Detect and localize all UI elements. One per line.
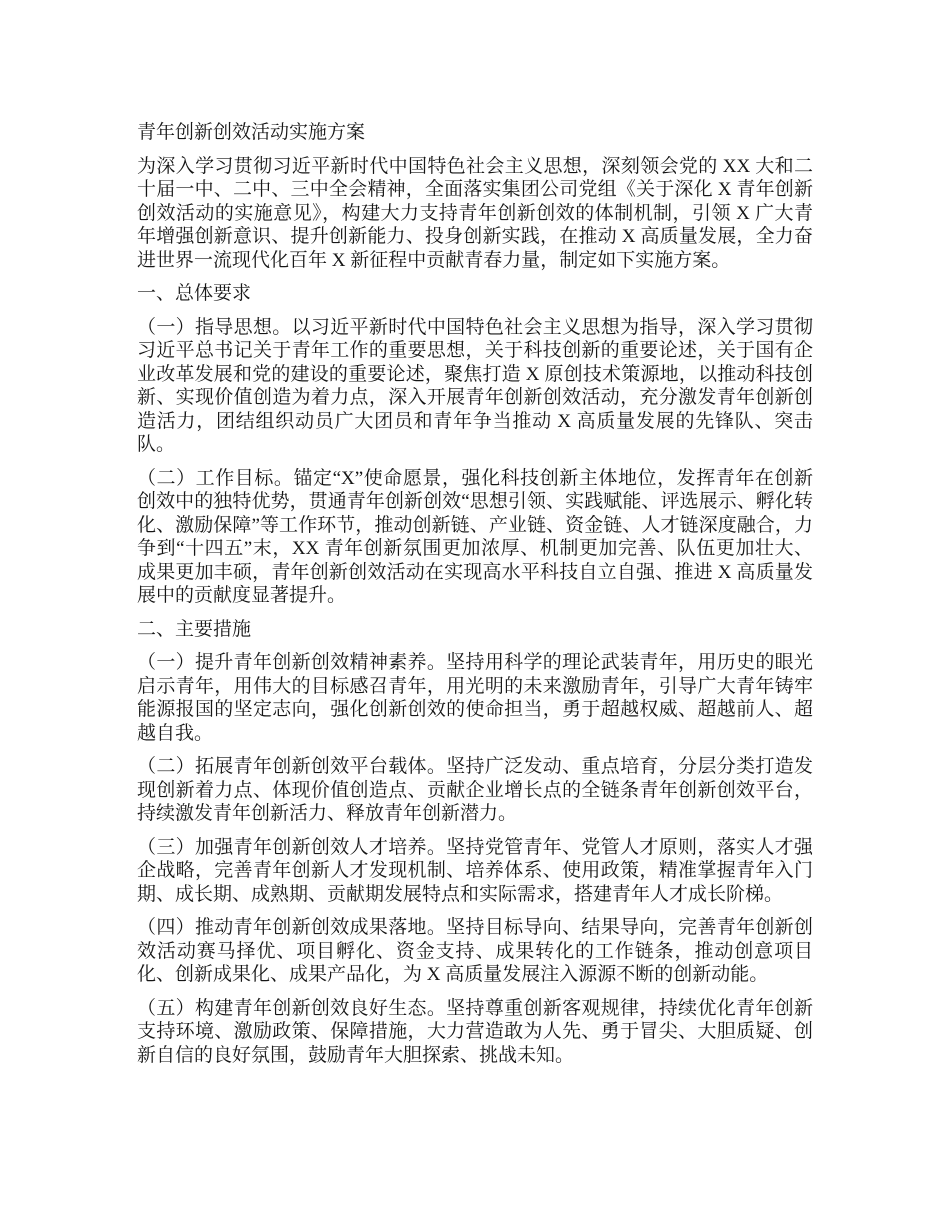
paragraph-measure-2-platform: （二）拓展青年创新创效平台载体。坚持广泛发动、重点培育，分层分类打造发现创新着力点、体现价值创造点、贡献企业增长点的全链条青年创新创效平台，持续激发青年创新活力、释放青年创新潜力。 (137, 756, 813, 824)
paragraph-measure-5-ecosystem: （五）构建青年创新创效良好生态。坚持尊重创新客观规律，持续优化青年创新支持环境、激励政策、保障措施，大力营造敢为人先、勇于冒尖、大胆质疑、创新自信的良好氛围，鼓励青年大胆探索、挑战未知。 (137, 997, 813, 1066)
paragraph-measure-1-spirit: （一）提升青年创新创效精神素养。坚持用科学的理论武装青年，用历史的眼光启示青年，用伟大的目标感召青年，用光明的未来激励青年，引导广大青年铸牢能源报国的坚定志向，强化创新创效的使命担当，勇于超越权威、超越前人、超越自我。 (137, 652, 813, 744)
paragraph-measure-4-results: （四）推动青年创新创效成果落地。坚持目标导向、结果导向，完善青年创新创效活动赛马择优、项目孵化、资金支持、成果转化的工作链条，推动创意项目化、创新成果化、成果产品化，为 X 高质量发展注入源源不断的创新动能。 (137, 917, 813, 985)
section-heading-overall-requirements: 一、总体要求 (137, 283, 252, 304)
paragraph-measure-3-talent: （三）加强青年创新创效人才培养。坚持党管青年、党管人才原则，落实人才强企战略，完善青年创新人才发现机制、培养体系、使用政策，精准掌握青年入门期、成长期、成熟期、贡献期发展特点和实际需求，搭建青年人才成长阶梯。 (137, 836, 813, 905)
section-heading-main-measures: 二、主要措施 (137, 618, 252, 640)
document-title: 青年创新创效活动实施方案 (137, 122, 366, 143)
paragraph-work-goals: （二）工作目标。锚定“X”使命愿景，强化科技创新主体地位，发挥青年在创新创效中的独特优势，贯通青年创新创效“思想引领、实践赋能、评选展示、孵化转化、激励保障”等工作环节，推动创新链、产业链、资金链、人才链深度融合，力争到“十四五”末，XX 青年创新氛围更加浓厚、机制更加完善、队伍更加壮大、成果更加丰硕，青年创新创效活动在实现高水平科技自立自强、推进 X 高质量发展中的贡献度显著提升。 (137, 467, 813, 606)
intro-paragraph: 为深入学习贯彻习近平新时代中国特色社会主义思想，深刻领会党的 XX 大和二十届一中、二中、三中全会精神，全面落实集团公司党组《关于深化 X 青年创新创效活动的实施意见》，构建大力支持青年创新创效的体制机制，引领 X 广大青年增强创新意识、提升创新能力、投身创新实践，在推动 X 高质量发展，全力奋进世界一流现代化百年 X 新征程中贡献青春力量，制定如下实施方案。 (137, 155, 813, 271)
paragraph-guiding-ideology: （一）指导思想。以习近平新时代中国特色社会主义思想为指导，深入学习贯彻习近平总书记关于青年工作的重要思想，关于科技创新的重要论述，关于国有企业改革发展和党的建设的重要论述，聚焦打造 X 原创技术策源地，以推动科技创新、实现价值创造为着力点，深入开展青年创新创效活动，充分激发青年创新创造活力，团结组织动员广大团员和青年争当推动 X 高质量发展的先锋队、突击队。 (137, 316, 813, 455)
